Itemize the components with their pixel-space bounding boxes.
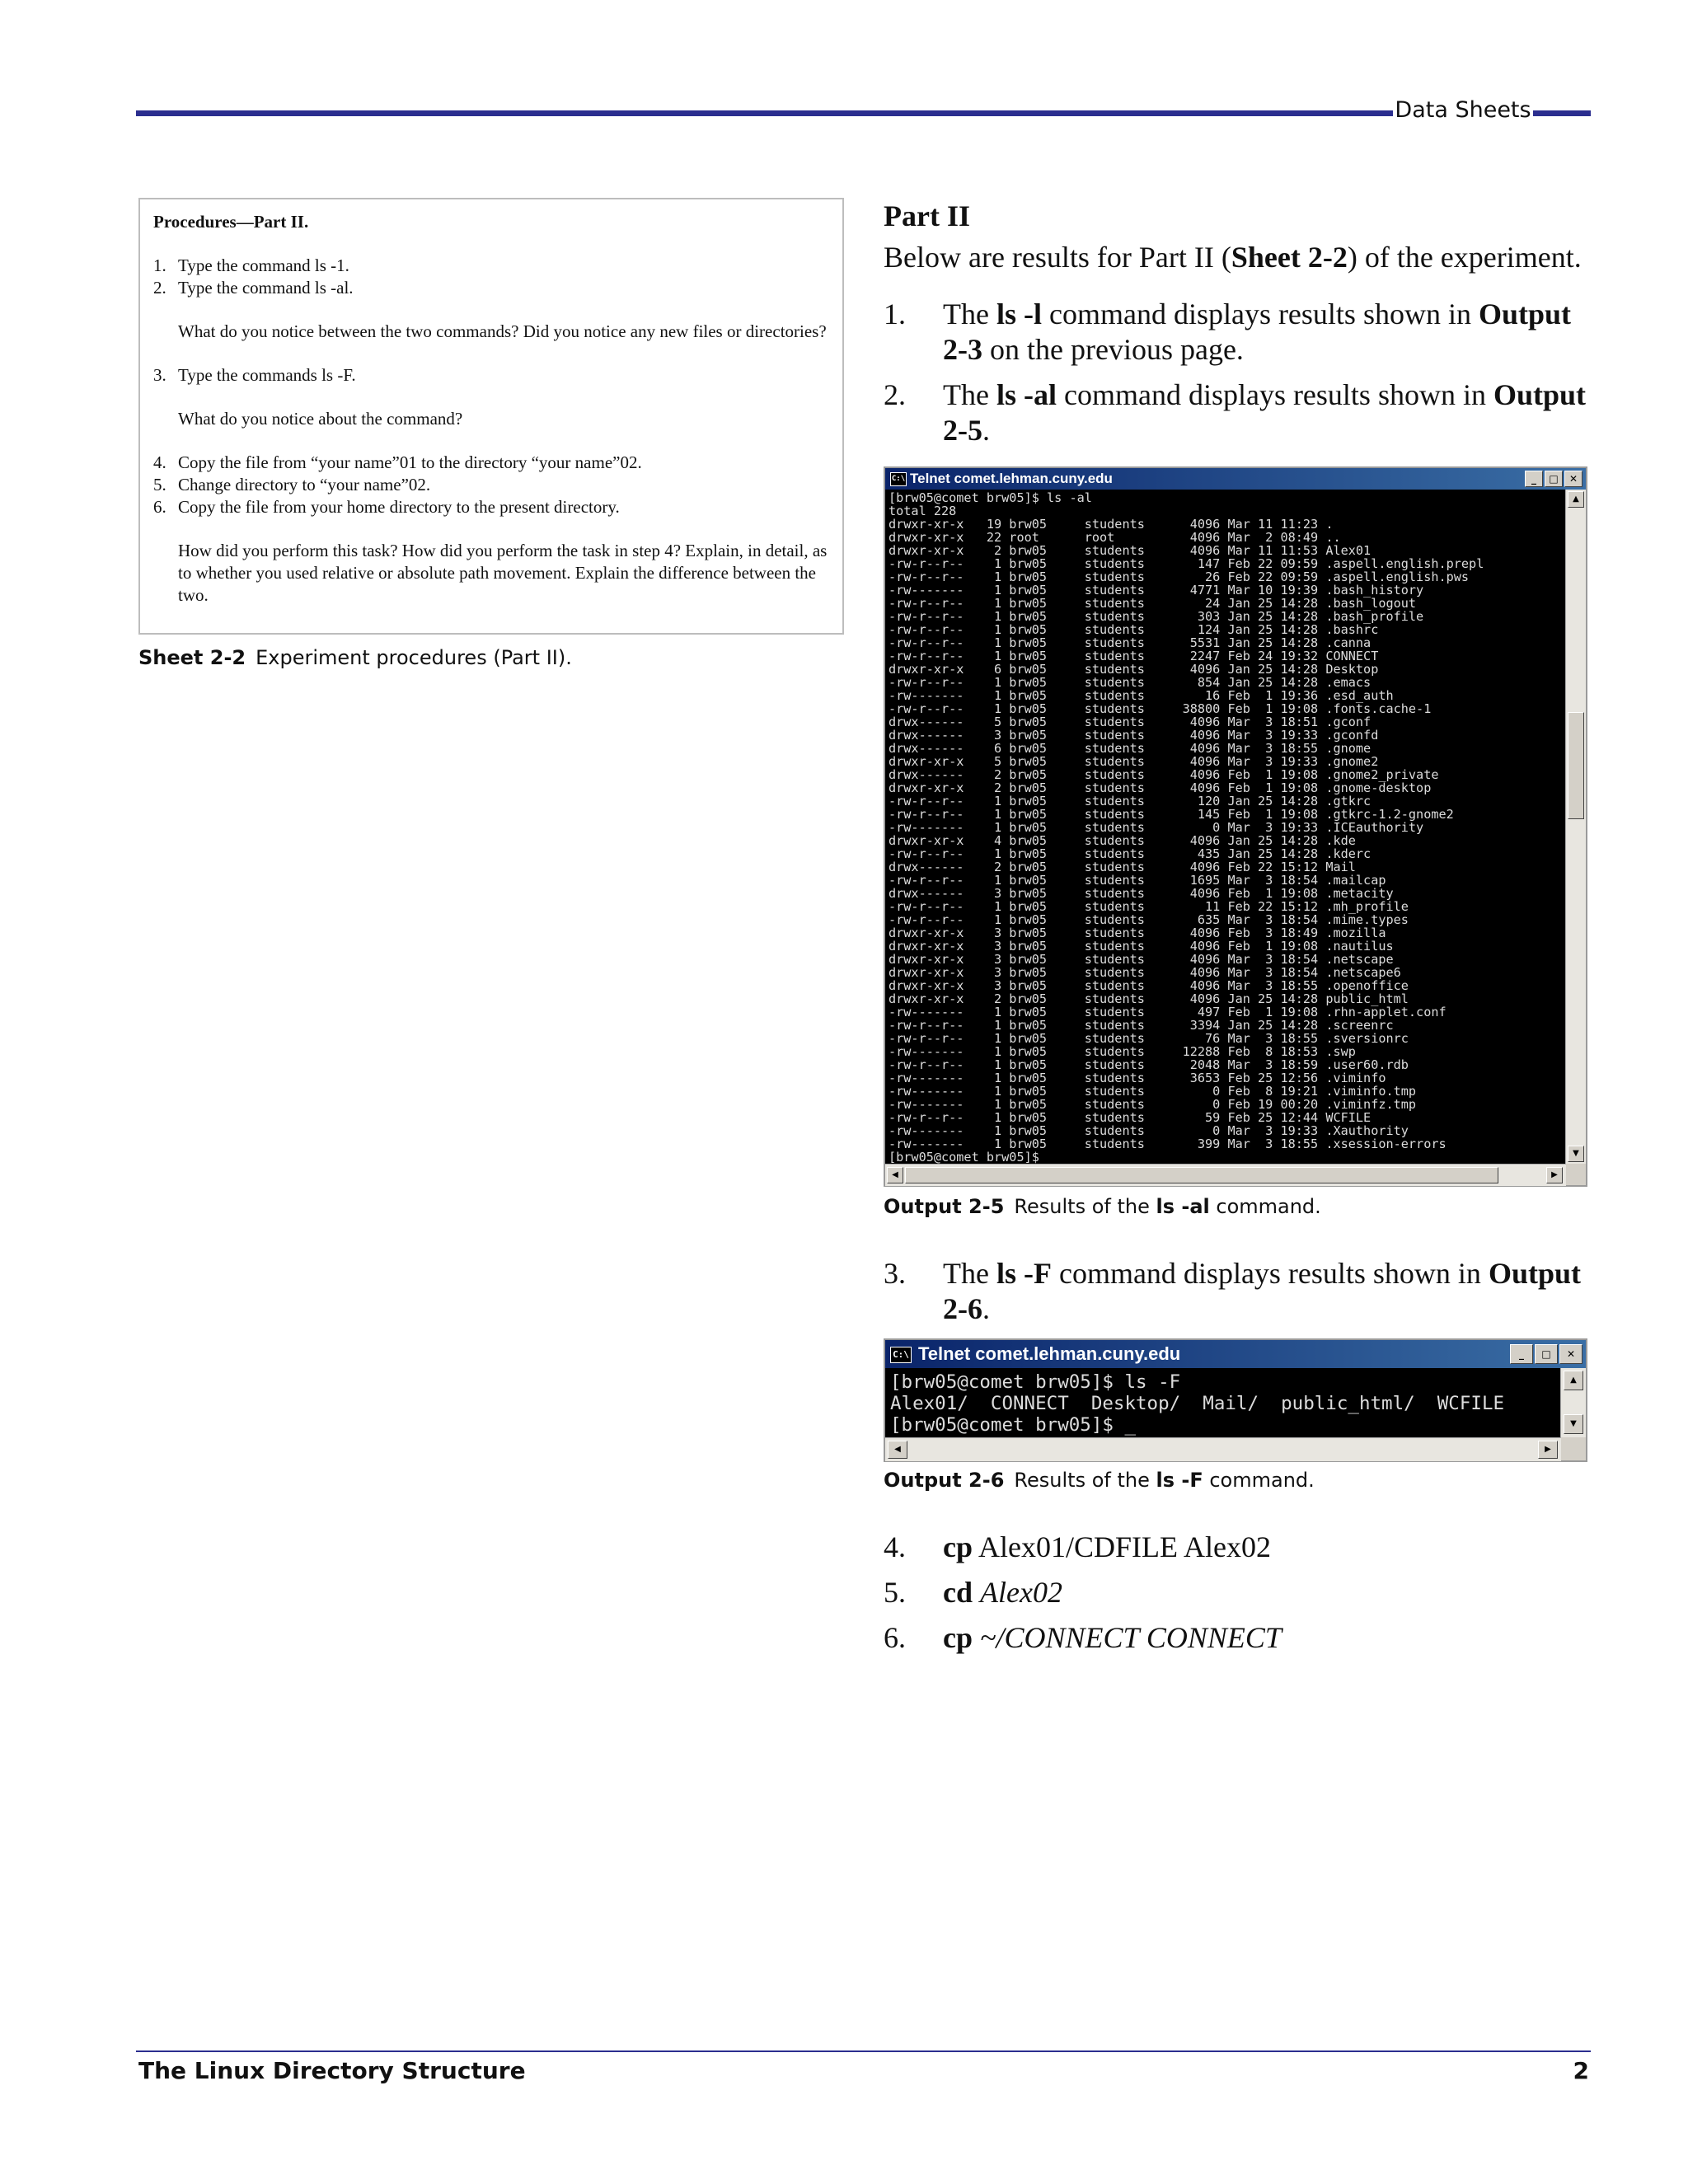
command-arguments: Alex01/CDFILE Alex02 [978,1530,1271,1563]
procedures-box [138,198,844,635]
item-number: 1. [884,298,906,330]
output-caption-post: command. [1209,1195,1321,1218]
vertical-scrollbar[interactable] [1565,490,1586,1164]
procedure-step [153,277,829,299]
item-command: ls -al [996,378,1057,411]
result-item [884,1256,1592,1327]
terminal-line: -rw-r--r-- 1 brw05 students 1695 Mar 3 18:54 .mailcap [889,873,1386,888]
scroll-up-button[interactable]: ▲ [1568,491,1584,508]
step-number: 4. [153,452,166,472]
step-number: 1. [153,255,166,275]
step-number: 6. [153,497,166,517]
terminal-line: drwxr-xr-x 4 brw05 students 4096 Jan 25 14:28 .kde [889,833,1356,848]
terminal-line: drwxr-xr-x 5 brw05 students 4096 Mar 3 19:33 .gnome2 [889,754,1379,769]
result-item [884,377,1592,448]
procedure-step [153,474,829,496]
terminal-line: -rw-r--r-- 1 brw05 students 24 Jan 25 14:28 .bash_logout [889,596,1417,611]
footer-rule [136,2050,1591,2052]
scroll-thumb[interactable] [1568,712,1584,819]
item-pre: The [943,298,996,330]
item-text [943,1620,1592,1656]
intro-pre: Below are results for Part II ( [884,241,1231,274]
terminal-line: -rw-r--r-- 1 brw05 students 5531 Jan 25 14:28 .canna [889,635,1372,650]
procedure-step [153,452,829,474]
item-text [943,1575,1592,1610]
item-pre: The [943,378,996,411]
command-list [884,1530,1592,1656]
output-26-caption [884,1469,1315,1492]
item-text [943,1256,1592,1327]
terminal-line: -rw------- 1 brw05 students 0 Mar 3 19:33 .Xauthority [889,1123,1409,1138]
terminal-line: -rw-r--r-- 1 brw05 students 145 Feb 1 19:08 .gtkrc-1.2-gnome2 [889,807,1454,822]
terminal-line: drwxr-xr-x 6 brw05 students 4096 Jan 25 14:28 Desktop [889,662,1379,677]
window-controls [1510,1344,1582,1364]
terminal-output[interactable] [885,1368,1561,1437]
terminal-output[interactable] [885,490,1566,1164]
sheet-caption [138,646,572,669]
step-text: Change directory to “your name”02. [178,475,431,494]
output-caption-post: command. [1203,1469,1315,1492]
item-output-ref: Output 2-5 [943,378,1586,447]
scroll-right-button[interactable]: ▶ [1546,1167,1563,1183]
terminal-line: -rw-r--r-- 1 brw05 students 11 Feb 22 15:12 .mh_profile [889,899,1409,914]
part2-section [884,198,1592,448]
intro-post: ) of the experiment. [1347,241,1582,274]
item-text [943,377,1592,448]
terminal-line: drwxr-xr-x 3 brw05 students 4096 Mar 3 18:55 .openoffice [889,978,1409,993]
terminal-line: -rw------- 1 brw05 students 3653 Feb 25 12:56 .viminfo [889,1071,1386,1085]
terminal-line: -rw-r--r-- 1 brw05 students 2247 Feb 24 19:32 CONNECT [889,649,1379,663]
command-name: cd [943,1576,973,1609]
item-command: ls -F [996,1257,1052,1290]
item-number: 6. [884,1621,906,1654]
item-number: 5. [884,1576,906,1609]
item-number: 4. [884,1530,906,1563]
terminal-line: drwxr-xr-x 3 brw05 students 4096 Feb 1 19:08 .nautilus [889,939,1394,954]
terminal-line: drwxr-xr-x 2 brw05 students 4096 Feb 1 19:08 .gnome-desktop [889,780,1432,795]
page-number: 2 [1573,2057,1589,2084]
output-caption-pre: Results of the [1014,1469,1156,1492]
window-titlebar [885,1340,1586,1368]
close-button[interactable]: ✕ [1564,471,1582,487]
output-caption-label: Output 2-6 [884,1469,1005,1492]
item-post: . [982,1292,990,1325]
terminal-line: drwx------ 5 brw05 students 4096 Mar 3 18:51 .gconf [889,715,1372,729]
scroll-left-button[interactable]: ◀ [887,1167,903,1183]
horizontal-scrollbar[interactable] [885,1164,1566,1186]
part2-intro [884,239,1592,275]
item-pre: The [943,1257,996,1290]
command-item [884,1620,1592,1656]
window-title: Telnet comet.lehman.cuny.edu [918,1343,1181,1364]
terminal-line: -rw-r--r-- 1 brw05 students 26 Feb 22 09:59 .aspell.english.pws [889,569,1470,584]
procedures-title: Procedures—Part II. [153,212,309,232]
window-titlebar [885,468,1586,490]
terminal-line: Alex01/ CONNECT Desktop/ Mail/ public_html/ WCFILE [890,1393,1505,1414]
command-name: cp [943,1530,973,1563]
terminal-line: -rw-r--r-- 1 brw05 students 3394 Jan 25 14:28 .screenrc [889,1018,1394,1033]
output-caption-pre: Results of the [1014,1195,1156,1218]
scroll-left-button[interactable]: ◀ [888,1441,907,1459]
output-caption-label: Output 2-5 [884,1195,1005,1218]
command-item [884,1575,1592,1610]
terminal-line: [brw05@comet brw05]$ _ [890,1414,1137,1436]
terminal-line: -rw-r--r-- 1 brw05 students 120 Jan 25 14:28 .gtkrc [889,794,1372,808]
terminal-line: -rw------- 1 brw05 students 12288 Feb 8 18:53 .swp [889,1044,1356,1059]
item-text [943,297,1592,368]
terminal-line: -rw-r--r-- 1 brw05 students 2048 Mar 3 18:59 .user60.rdb [889,1057,1409,1072]
step-number: 3. [153,365,166,385]
terminal-line: -rw-r--r-- 1 brw05 students 38800 Feb 1 19:08 .fonts.cache-1 [889,701,1432,716]
step-text: Type the command ls -al. [178,278,354,298]
step-text: Type the commands ls -F. [178,365,356,385]
terminal-line: drwxr-xr-x 19 brw05 students 4096 Mar 11 11:23 . [889,517,1334,532]
telnet-window-ls-al [884,466,1587,1187]
console-icon: C:\ [890,1347,912,1363]
item-mid: command displays results shown in [1056,378,1493,411]
terminal-line: drwx------ 6 brw05 students 4096 Mar 3 18:55 .gnome [889,741,1372,756]
terminal-line: drwxr-xr-x 3 brw05 students 4096 Feb 3 18:49 .mozilla [889,926,1386,940]
item-post: . [982,414,990,447]
terminal-line: -rw-r--r-- 1 brw05 students 635 Mar 3 18:54 .mime.types [889,912,1409,927]
item-number: 3. [884,1257,906,1290]
terminal-line: drwxr-xr-x 2 brw05 students 4096 Mar 11 11:53 Alex01 [889,543,1372,558]
terminal-line: -rw-r--r-- 1 brw05 students 59 Feb 25 12:44 WCFILE [889,1110,1372,1125]
terminal-line: drwxr-xr-x 22 root root 4096 Mar 2 08:49 .. [889,530,1341,545]
vertical-scrollbar[interactable] [1560,1368,1586,1437]
terminal-line: -rw------- 1 brw05 students 0 Feb 19 00:20 .viminfz.tmp [889,1097,1417,1112]
scroll-down-button[interactable]: ▼ [1568,1146,1584,1162]
terminal-line: -rw-r--r-- 1 brw05 students 854 Jan 25 14:28 .emacs [889,675,1372,690]
output-caption-command: ls -F [1156,1469,1203,1492]
item-mid: command displays results shown in [1051,1257,1489,1290]
terminal-line: -rw------- 1 brw05 students 399 Mar 3 18:55 .xsession-errors [889,1137,1447,1151]
procedure-question: What do you notice between the two commands? Did you notice any new files or directories? [178,321,827,341]
terminal-line: -rw-r--r-- 1 brw05 students 435 Jan 25 14:28 .kderc [889,846,1372,861]
telnet-window-ls-F [884,1338,1587,1462]
minimize-button[interactable]: _ [1525,471,1543,487]
intro-sheet-ref: Sheet 2-2 [1231,241,1348,274]
item-output-ref: Output 2-3 [943,298,1571,366]
footer-title: The Linux Directory Structure [138,2057,526,2084]
output-caption-command: ls -al [1156,1195,1210,1218]
window-controls [1525,471,1582,487]
maximize-button[interactable]: □ [1545,471,1563,487]
item-post: on the previous page. [982,333,1244,366]
terminal-line: drwx------ 3 brw05 students 4096 Feb 1 19:08 .metacity [889,886,1394,901]
close-button[interactable]: ✕ [1559,1344,1582,1364]
terminal-line: -rw------- 1 brw05 students 497 Feb 1 19:08 .rhn-applet.conf [889,1005,1447,1019]
terminal-line: -rw-r--r-- 1 brw05 students 147 Feb 22 09:59 .aspell.english.prepl [889,556,1484,571]
terminal-line: [brw05@comet brw05]$ [889,1150,1039,1164]
header-rule [136,110,1397,116]
procedure-question: What do you notice about the command? [178,409,463,429]
procedure-step [153,255,829,277]
terminal-line: drwxr-xr-x 2 brw05 students 4096 Jan 25 14:28 public_html [889,991,1409,1006]
scroll-thumb-horizontal[interactable] [905,1167,1498,1183]
scroll-right-button[interactable]: ▶ [1538,1441,1558,1459]
item-text [943,1530,1592,1565]
terminal-line: total 228 [889,504,957,518]
maximize-button[interactable]: □ [1535,1344,1558,1364]
step-number: 5. [153,475,166,494]
terminal-line: -rw-r--r-- 1 brw05 students 303 Jan 25 14:28 .bash_profile [889,609,1424,624]
scroll-down-button[interactable]: ▼ [1564,1414,1583,1434]
procedure-question: How did you perform this task? How did you perform the task in step 4? Explain, in detail, as to whether you used relative or absolute path movement. Explain the difference between the two. [178,541,828,605]
window-title: Telnet comet.lehman.cuny.edu [910,471,1113,486]
procedure-step [153,364,829,387]
console-icon: C:\ [890,472,907,486]
terminal-line: drwx------ 2 brw05 students 4096 Feb 1 19:08 .gnome2_private [889,767,1439,782]
terminal-line: -rw------- 1 brw05 students 0 Mar 3 19:33 .ICEauthority [889,820,1424,835]
horizontal-scrollbar[interactable] [885,1437,1561,1461]
terminal-line: -rw-r--r-- 1 brw05 students 76 Mar 3 18:55 .sversionrc [889,1031,1409,1046]
terminal-line: [brw05@comet brw05]$ ls -al [889,490,1092,505]
header-rule-right [1533,110,1591,116]
terminal-line: drwx------ 2 brw05 students 4096 Feb 22 15:12 Mail [889,860,1356,874]
sheet-caption-label: Sheet 2-2 [138,646,246,669]
minimize-button[interactable]: _ [1510,1344,1533,1364]
item-output-ref: Output 2-6 [943,1257,1581,1325]
terminal-line: -rw-r--r-- 1 brw05 students 124 Jan 25 14:28 .bashrc [889,622,1379,637]
command-name: cp [943,1621,973,1654]
command-item [884,1530,1592,1565]
output-25-caption [884,1195,1321,1218]
result-item [884,297,1592,368]
step-text: Type the command ls -1. [178,255,349,275]
terminal-line: drwxr-xr-x 3 brw05 students 4096 Mar 3 18:54 .netscape6 [889,965,1401,980]
command-arguments: Alex02 [980,1576,1062,1609]
terminal-line: -rw------- 1 brw05 students 16 Feb 1 19:36 .esd_auth [889,688,1394,703]
sheet-caption-text: Experiment procedures (Part II). [256,646,572,669]
terminal-line: drwxr-xr-x 3 brw05 students 4096 Mar 3 18:54 .netscape [889,952,1394,967]
step-text: Copy the file from your home directory to the present directory. [178,497,620,517]
scroll-up-button[interactable]: ▲ [1564,1371,1583,1390]
part2-title: Part II [884,199,970,232]
header-title: Data Sheets [1393,97,1533,123]
item-mid: command displays results shown in [1041,298,1479,330]
terminal-line: drwx------ 3 brw05 students 4096 Mar 3 19:33 .gconfd [889,728,1379,743]
item-number: 2. [884,378,906,411]
step-text: Copy the file from “your name”01 to the directory “your name”02. [178,452,642,472]
step-number: 2. [153,278,166,298]
item-command: ls -l [996,298,1042,330]
procedure-step [153,496,829,518]
terminal-line: -rw------- 1 brw05 students 0 Feb 8 19:21 .viminfo.tmp [889,1084,1417,1099]
command-arguments: ~/CONNECT CONNECT [980,1621,1282,1654]
terminal-line: [brw05@comet brw05]$ ls -F [890,1371,1181,1393]
terminal-line: -rw------- 1 brw05 students 4771 Mar 10 19:39 .bash_history [889,583,1424,598]
